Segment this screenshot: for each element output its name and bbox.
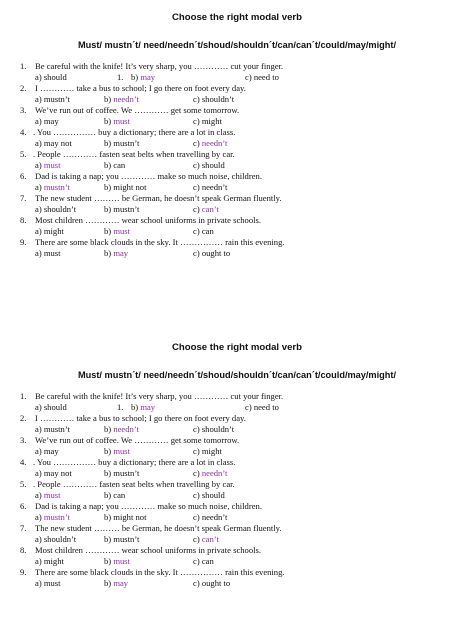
option-b — [131, 72, 155, 83]
option-c: c) might — [193, 446, 222, 456]
options-6 — [0, 512, 474, 523]
options-4 — [0, 138, 474, 149]
options-6 — [0, 182, 474, 193]
option-c — [193, 138, 227, 149]
option-c: c) should — [193, 490, 225, 500]
question-number: 2. — [20, 413, 27, 423]
option-b: b) mustn’t — [104, 534, 140, 544]
option-a: a) may not — [35, 138, 72, 148]
option-c: c) shouldn’t — [193, 424, 235, 434]
question-1 — [0, 61, 474, 72]
option-b-answer: may — [113, 578, 129, 588]
option-c: c) need to — [245, 72, 279, 82]
option-a: a) may — [35, 446, 59, 456]
modal-verb-list: Must/ mustn´t/ need/needn´t/shoud/shouldn´t/can/can´t/could/may/might/ — [78, 370, 396, 380]
question-text: There are some black clouds in the sky. It …………… rain this evening. — [35, 237, 285, 247]
question-text: . You …………… buy a dictionary; there are a lot in class. — [33, 457, 236, 467]
question-number: 4. — [20, 127, 27, 137]
option-c: c) can — [193, 226, 214, 236]
question-text: Dad is taking a nap; you ………… make so much noise, children. — [35, 501, 262, 511]
option-b — [104, 94, 139, 105]
option-a: a) mustn’t — [35, 94, 70, 104]
question-2 — [0, 83, 474, 94]
question-5 — [0, 479, 474, 490]
question-text: Dad is taking a nap; you ………… make so much noise, children. — [35, 171, 262, 181]
option-b-answer: may — [140, 402, 156, 412]
option-c: c) need to — [245, 402, 279, 412]
option-b-answer: needn’t — [113, 424, 139, 434]
option-c-answer: needn’t — [201, 138, 228, 148]
option-b-answer: may — [140, 72, 156, 82]
options-2 — [0, 424, 474, 435]
question-text: Be careful with the knife! It’s very sharp, you ………… cut your finger. — [35, 61, 284, 71]
options-1 — [0, 72, 474, 83]
question-7 — [0, 193, 474, 204]
question-text: The new student ……… be German, he doesn’t speak German fluently. — [35, 523, 282, 533]
option-a-answer: must — [43, 160, 61, 170]
option-c: c) shouldn’t — [193, 94, 235, 104]
options-8 — [0, 556, 474, 567]
option-c: c) can — [193, 556, 214, 566]
option-c-label: c) — [193, 468, 202, 478]
option-b-answer: must — [113, 116, 131, 126]
option-b-label: b) — [104, 578, 114, 588]
option-c — [193, 534, 219, 545]
question-text: The new student ……… be German, he doesn’t speak German fluently. — [35, 193, 282, 203]
worksheet-title: Choose the right modal verb — [171, 12, 303, 23]
question-number: 8. — [20, 545, 27, 555]
option-b: b) can — [104, 160, 126, 170]
option-b: b) mustn’t — [104, 468, 140, 478]
option-a: a) shouldn’t — [35, 534, 77, 544]
question-number: 9. — [20, 567, 27, 577]
stray-number: 1. — [117, 402, 124, 412]
option-b: b) can — [104, 490, 126, 500]
options-3 — [0, 116, 474, 127]
stray-number: 1. — [117, 72, 124, 82]
option-a-label: a) — [35, 182, 44, 192]
options-4 — [0, 468, 474, 479]
option-a: a) shouldn’t — [35, 204, 77, 214]
option-b — [104, 116, 130, 127]
question-9 — [0, 237, 474, 248]
question-number: 1. — [20, 391, 27, 401]
worksheet-title: Choose the right modal verb — [171, 342, 303, 353]
option-a: a) should — [35, 402, 67, 412]
options-1 — [0, 402, 474, 413]
option-a: a) might — [35, 556, 64, 566]
question-1 — [0, 391, 474, 402]
question-number: 5. — [20, 479, 27, 489]
option-b — [131, 402, 155, 413]
option-c: c) ought to — [193, 578, 231, 588]
option-a-label: a) — [35, 512, 44, 522]
question-number: 3. — [20, 435, 27, 445]
option-b-label: b) — [104, 248, 114, 258]
modal-verb-list: Must/ mustn´t/ need/needn´t/shoud/shouldn´t/can/can´t/could/may/might/ — [78, 40, 396, 50]
option-b-answer: must — [113, 446, 131, 456]
option-b-label: b) — [104, 556, 114, 566]
question-2 — [0, 413, 474, 424]
options-7 — [0, 534, 474, 545]
option-a — [35, 182, 70, 193]
option-a-label: a) — [35, 490, 44, 500]
question-text: . People ………… fasten seat belts when travelling by car. — [33, 149, 235, 159]
options-2 — [0, 94, 474, 105]
question-number: 9. — [20, 237, 27, 247]
option-b-answer: must — [113, 556, 131, 566]
option-b — [104, 226, 130, 237]
option-b-label: b) — [104, 94, 114, 104]
option-b-answer: must — [113, 226, 131, 236]
option-a — [35, 160, 61, 171]
option-b-label: b) — [131, 72, 141, 82]
question-6 — [0, 501, 474, 512]
question-number: 3. — [20, 105, 27, 115]
question-text: There are some black clouds in the sky. It …………… rain this evening. — [35, 567, 285, 577]
question-text: I ………… take a bus to school; I go there on foot every day. — [35, 83, 246, 93]
option-b-label: b) — [104, 116, 114, 126]
option-a: a) should — [35, 72, 67, 82]
option-c: c) needn’t — [193, 512, 228, 522]
question-number: 6. — [20, 501, 27, 511]
option-c-answer: can’t — [201, 204, 219, 214]
option-c — [193, 468, 227, 479]
option-b — [104, 556, 130, 567]
option-c-answer: needn’t — [201, 468, 228, 478]
option-a: a) may — [35, 116, 59, 126]
option-a — [35, 512, 70, 523]
question-9 — [0, 567, 474, 578]
option-a: a) might — [35, 226, 64, 236]
question-text: . People ………… fasten seat belts when travelling by car. — [33, 479, 235, 489]
question-text: Most children ………… wear school uniforms in private schools. — [35, 215, 262, 225]
option-c — [193, 204, 219, 215]
option-c: c) might — [193, 116, 222, 126]
option-a-answer: mustn’t — [43, 182, 70, 192]
question-5 — [0, 149, 474, 160]
question-3 — [0, 105, 474, 116]
question-3 — [0, 435, 474, 446]
option-b-label: b) — [131, 402, 141, 412]
question-text: We’ve run out of coffee. We ………… get some tomorrow. — [35, 105, 240, 115]
option-b — [104, 248, 128, 259]
question-text: I ………… take a bus to school; I go there on foot every day. — [35, 413, 246, 423]
option-b-label: b) — [104, 446, 114, 456]
question-number: 2. — [20, 83, 27, 93]
option-a-label: a) — [35, 160, 44, 170]
option-a-answer: must — [43, 490, 61, 500]
option-a: a) may not — [35, 468, 72, 478]
option-b: b) might not — [104, 182, 147, 192]
option-b-answer: may — [113, 248, 129, 258]
option-a: a) must — [35, 578, 61, 588]
question-number: 7. — [20, 523, 27, 533]
question-list — [0, 391, 474, 589]
option-a: a) mustn’t — [35, 424, 70, 434]
option-b-answer: needn’t — [113, 94, 139, 104]
options-9 — [0, 248, 474, 259]
question-4 — [0, 457, 474, 468]
question-7 — [0, 523, 474, 534]
question-8 — [0, 545, 474, 556]
option-b: b) might not — [104, 512, 147, 522]
options-8 — [0, 226, 474, 237]
question-4 — [0, 127, 474, 138]
option-b-label: b) — [104, 226, 114, 236]
option-c-answer: can’t — [201, 534, 219, 544]
option-a-answer: mustn’t — [43, 512, 70, 522]
option-c: c) ought to — [193, 248, 231, 258]
question-number: 6. — [20, 171, 27, 181]
question-8 — [0, 215, 474, 226]
options-5 — [0, 490, 474, 501]
worksheet-bottom — [0, 342, 474, 589]
question-number: 7. — [20, 193, 27, 203]
options-7 — [0, 204, 474, 215]
options-5 — [0, 160, 474, 171]
options-3 — [0, 446, 474, 457]
question-number: 8. — [20, 215, 27, 225]
question-number: 5. — [20, 149, 27, 159]
question-list — [0, 61, 474, 259]
option-a: a) must — [35, 248, 61, 258]
option-b — [104, 424, 139, 435]
option-a — [35, 490, 61, 501]
question-text: Most children ………… wear school uniforms in private schools. — [35, 545, 262, 555]
option-b — [104, 578, 128, 589]
option-c: c) needn’t — [193, 182, 228, 192]
question-number: 1. — [20, 61, 27, 71]
worksheet-top — [0, 12, 474, 259]
option-c-label: c) — [193, 204, 202, 214]
option-b — [104, 446, 130, 457]
option-b-label: b) — [104, 424, 114, 434]
option-c-label: c) — [193, 138, 202, 148]
option-c-label: c) — [193, 534, 202, 544]
option-b: b) mustn’t — [104, 138, 140, 148]
question-text: We’ve run out of coffee. We ………… get some tomorrow. — [35, 435, 240, 445]
question-text: Be careful with the knife! It’s very sharp, you ………… cut your finger. — [35, 391, 284, 401]
question-6 — [0, 171, 474, 182]
question-text: . You …………… buy a dictionary; there are a lot in class. — [33, 127, 236, 137]
option-b: b) mustn’t — [104, 204, 140, 214]
question-number: 4. — [20, 457, 27, 467]
option-c: c) should — [193, 160, 225, 170]
options-9 — [0, 578, 474, 589]
